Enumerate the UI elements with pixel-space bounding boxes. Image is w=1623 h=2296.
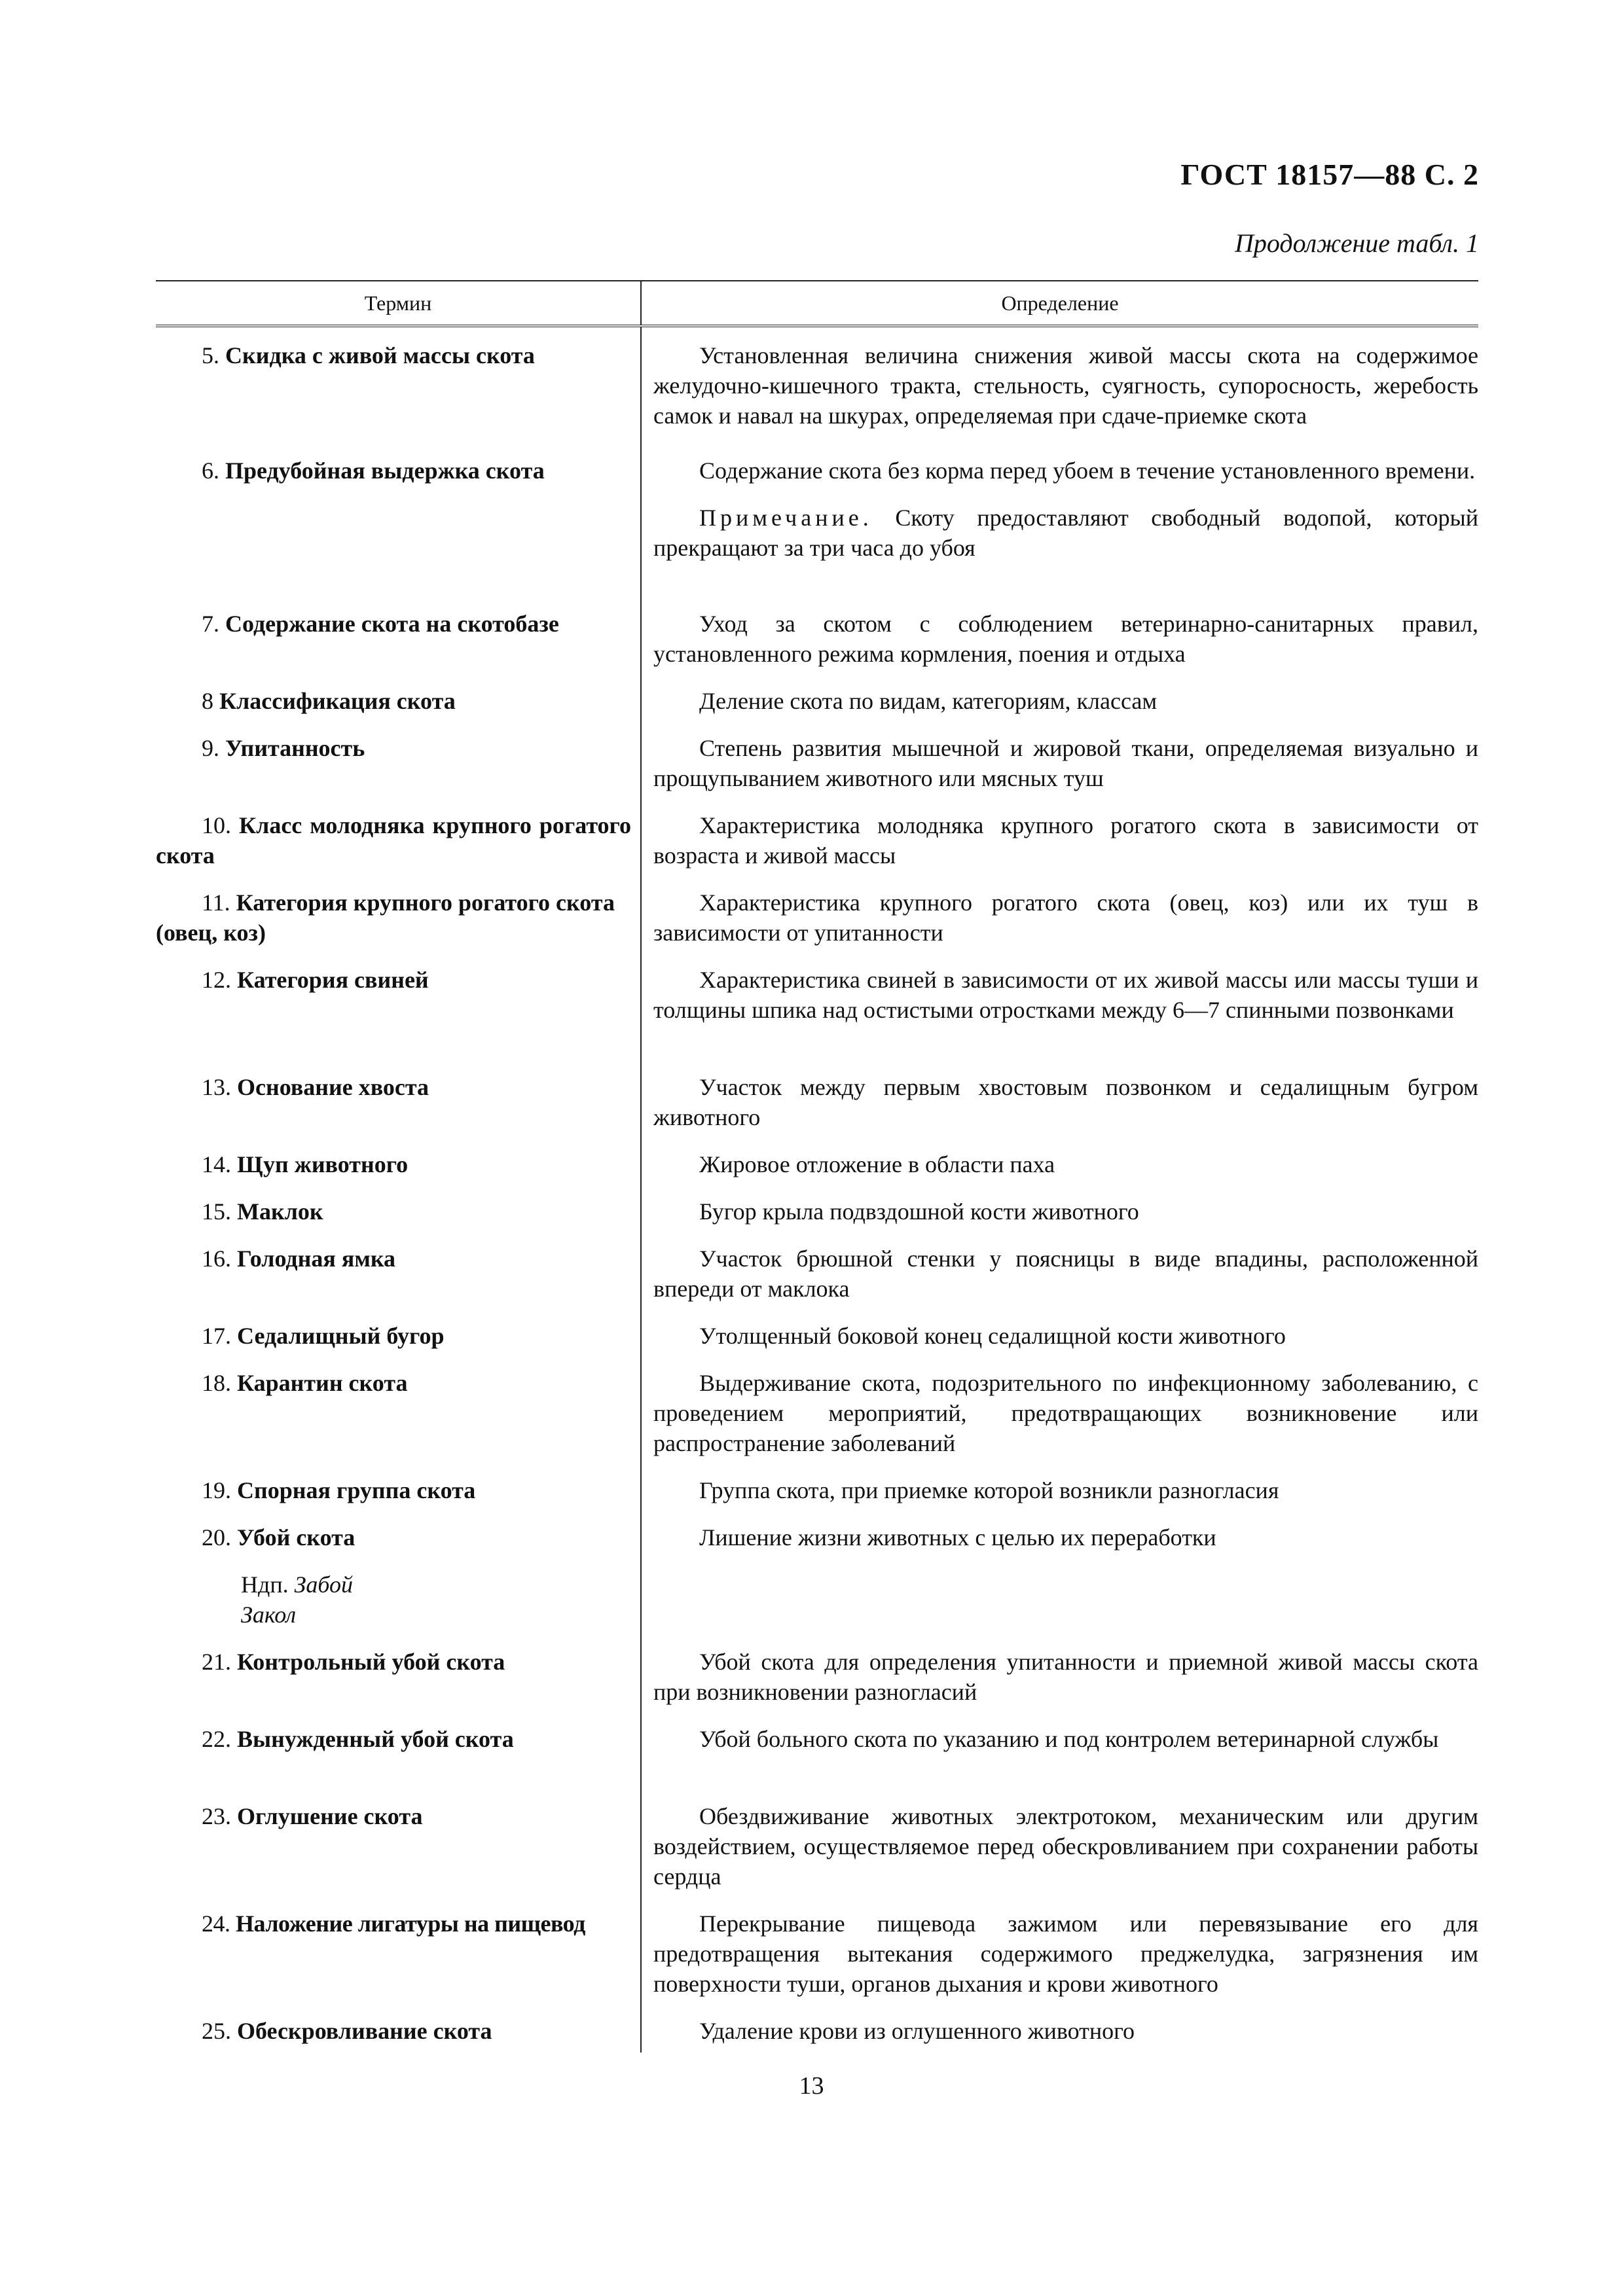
table-row bbox=[156, 442, 1478, 596]
term-name: Убой скота bbox=[237, 1524, 356, 1551]
definition-text: Выдерживание скота, подозрительного по инфекционному заболеванию, с проведением мероприятий, предотвращающих возникновение или распространение заболеваний bbox=[653, 1370, 1478, 1456]
term-number: 18. bbox=[202, 1370, 231, 1396]
table-body bbox=[156, 327, 1478, 2053]
table-row bbox=[156, 720, 1478, 797]
definition-cell bbox=[640, 1909, 1478, 2003]
term-cell bbox=[156, 2016, 640, 2053]
non-recommended-terms bbox=[156, 1570, 631, 1630]
ndp-label: Ндп. bbox=[241, 1571, 289, 1598]
table-row bbox=[156, 1230, 1478, 1308]
document-code: ГОСТ 18157—88 С. 2 bbox=[1180, 158, 1479, 191]
table-row bbox=[156, 1462, 1478, 1509]
term-number: 19. bbox=[202, 1477, 231, 1503]
definition-cell bbox=[640, 1801, 1478, 1895]
definition-cell bbox=[640, 1368, 1478, 1462]
term-cell bbox=[156, 1072, 640, 1136]
term-number: 17. bbox=[202, 1323, 231, 1349]
definition-cell bbox=[640, 965, 1478, 1059]
definition-cell bbox=[640, 1244, 1478, 1308]
column-header-definition: Определение bbox=[640, 281, 1478, 325]
term-cell bbox=[156, 733, 640, 797]
term-name: Вынужденный убой скота bbox=[237, 1726, 514, 1752]
term-cell bbox=[156, 686, 640, 720]
definition-text: Удаление крови из оглушенного животного bbox=[699, 2018, 1135, 2044]
definition-text: Характеристика свиней в зависимости от их живой массы или массы туши и толщины шпика над остистыми отростками между 6—7 спинными позвонками bbox=[653, 967, 1478, 1023]
term-name: Содержание скота на скотобазе bbox=[225, 611, 559, 637]
term-cell bbox=[156, 1475, 640, 1509]
definition-text: Перекрывание пищевода зажимом или перевязывание его для предотвращения вытекания содержимого преджелудка, загрязнения им поверхности туши, органов дыхания и крови животного bbox=[653, 1910, 1478, 1997]
terms-table bbox=[156, 280, 1478, 2053]
ndp-term: Закол bbox=[241, 1602, 297, 1628]
term-name: Категория крупного рогатого скота (овец, коз) bbox=[156, 889, 615, 946]
table-row bbox=[156, 327, 1478, 442]
term-number: 22. bbox=[202, 1726, 231, 1752]
term-name: Скидка с живой массы скота bbox=[225, 342, 535, 368]
term-cell bbox=[156, 609, 640, 673]
table-row bbox=[156, 1895, 1478, 2003]
table-row bbox=[156, 1355, 1478, 1462]
table-row bbox=[156, 874, 1478, 952]
definition-cell bbox=[640, 733, 1478, 797]
definition-cell bbox=[640, 810, 1478, 874]
term-cell bbox=[156, 1368, 640, 1462]
term-name: Класс молодняка крупного рогатого скота bbox=[156, 812, 631, 869]
definition-cell bbox=[640, 1475, 1478, 1509]
term-cell bbox=[156, 1196, 640, 1230]
term-number: 10. bbox=[202, 812, 231, 838]
term-name: Голодная ямка bbox=[237, 1246, 396, 1272]
page-number: 13 bbox=[799, 2072, 824, 2100]
definition-cell bbox=[640, 1321, 1478, 1355]
term-name: Основание хвоста bbox=[237, 1074, 429, 1100]
definition-text: Жировое отложение в области паха bbox=[699, 1151, 1055, 1177]
term-name: Упитанность bbox=[225, 735, 365, 761]
table-row bbox=[156, 673, 1478, 720]
definition-cell bbox=[640, 1647, 1478, 1711]
term-name: Спорная группа скота bbox=[237, 1477, 476, 1503]
definition-cell bbox=[640, 340, 1478, 442]
table-row bbox=[156, 797, 1478, 874]
term-cell bbox=[156, 1909, 640, 2003]
table-row bbox=[156, 1183, 1478, 1230]
term-cell bbox=[156, 888, 640, 952]
term-name: Классификация скота bbox=[219, 688, 456, 714]
table-row bbox=[156, 952, 1478, 1059]
term-cell bbox=[156, 965, 640, 1059]
term-name: Маклок bbox=[237, 1198, 323, 1225]
term-number: 14. bbox=[202, 1151, 231, 1177]
term-number: 8 bbox=[202, 688, 213, 714]
definition-text: Степень развития мышечной и жировой ткани, определяемая визуально и прощупыванием животного или мясных туш bbox=[653, 735, 1478, 791]
definition-text: Деление скота по видам, категориям, классам bbox=[699, 688, 1158, 714]
term-number: 5. bbox=[202, 342, 219, 368]
definition-text: Характеристика молодняка крупного рогатого скота в зависимости от возраста и живой массы bbox=[653, 812, 1478, 869]
term-cell bbox=[156, 810, 640, 874]
note-text: Скоту предоставляют свободный водопой, который прекращают за три часа до убоя bbox=[653, 505, 1479, 561]
term-cell bbox=[156, 1724, 640, 1788]
definition-text: Уход за скотом с соблюдением ветеринарно-санитарных правил, установленного режима кормления, поения и отдыха bbox=[653, 611, 1478, 667]
definition-cell bbox=[640, 1072, 1478, 1136]
term-number: 9. bbox=[202, 735, 219, 761]
definition-cell bbox=[640, 1724, 1478, 1788]
definition-note bbox=[653, 503, 1478, 563]
table-row bbox=[156, 1509, 1478, 1634]
term-number: 12. bbox=[202, 967, 231, 993]
ndp-term: Забой bbox=[294, 1571, 354, 1598]
definition-text: Убой скота для определения упитанности и приемной живой массы скота при возникновении разногласий bbox=[653, 1649, 1478, 1705]
definition-text: Утолщенный боковой конец седалищной кости животного bbox=[699, 1323, 1286, 1349]
definition-cell bbox=[640, 1522, 1478, 1634]
definition-cell bbox=[640, 1149, 1478, 1183]
table-row bbox=[156, 1788, 1478, 1895]
term-number: 13. bbox=[202, 1074, 231, 1100]
term-cell bbox=[156, 456, 640, 596]
table-row bbox=[156, 1711, 1478, 1788]
term-name: Оглушение скота bbox=[237, 1803, 423, 1829]
term-number: 11. bbox=[202, 889, 230, 916]
term-cell bbox=[156, 1522, 640, 1634]
term-cell bbox=[156, 1647, 640, 1711]
table-continuation-label: Продолжение табл. 1 bbox=[1234, 228, 1479, 258]
table-row bbox=[156, 1136, 1478, 1183]
definition-text: Бугор крыла подвздошной кости животного bbox=[699, 1198, 1139, 1225]
term-cell bbox=[156, 340, 640, 442]
definition-cell bbox=[640, 1196, 1478, 1230]
definition-text: Участок брюшной стенки у поясницы в виде впадины, расположенной впереди от маклока bbox=[653, 1246, 1478, 1302]
column-header-term: Термин bbox=[364, 291, 432, 315]
term-cell bbox=[156, 1149, 640, 1183]
term-cell bbox=[156, 1244, 640, 1308]
term-number: 16. bbox=[202, 1246, 231, 1272]
definition-text: Содержание скота без корма перед убоем в течение установленного времени. bbox=[699, 457, 1476, 484]
definition-cell bbox=[640, 2016, 1478, 2053]
definition-text: Установленная величина снижения живой массы скота на содержимое желудочно-кишечного тракта, стельность, суягность, супоросность, жеребость самок и навал на шкурах, определяемая при сдаче-приемке скота bbox=[653, 342, 1478, 429]
term-number: 15. bbox=[202, 1198, 231, 1225]
definition-cell bbox=[640, 686, 1478, 720]
note-label: Примечание. bbox=[699, 505, 873, 531]
definition-cell bbox=[640, 456, 1478, 596]
term-number: 24. bbox=[202, 1910, 230, 1937]
term-name: Наложение лигатуры на пищевод bbox=[236, 1910, 585, 1937]
table-row bbox=[156, 1634, 1478, 1711]
term-number: 23. bbox=[202, 1803, 231, 1829]
term-number: 25. bbox=[202, 2018, 231, 2044]
term-cell bbox=[156, 1801, 640, 1895]
definition-text: Характеристика крупного рогатого скота (овец, коз) или их туш в зависимости от упитанности bbox=[653, 889, 1478, 946]
definition-text: Обездвиживание животных электротоком, механическим или другим воздействием, осуществляемое перед обескровливанием при сохранении работы сердца bbox=[653, 1803, 1478, 1890]
term-name: Седалищный бугор bbox=[237, 1323, 445, 1349]
term-cell bbox=[156, 1321, 640, 1355]
definition-text: Лишение жизни животных с целью их переработки bbox=[699, 1524, 1216, 1551]
term-name: Категория свиней bbox=[237, 967, 429, 993]
table-row bbox=[156, 2003, 1478, 2053]
table-row bbox=[156, 1059, 1478, 1136]
term-name: Щуп животного bbox=[237, 1151, 409, 1177]
term-name: Карантин скота bbox=[237, 1370, 408, 1396]
term-number: 6. bbox=[202, 457, 219, 484]
table-header bbox=[156, 280, 1478, 327]
definition-cell bbox=[640, 888, 1478, 952]
term-name: Обескровливание скота bbox=[237, 2018, 492, 2044]
table-row bbox=[156, 1308, 1478, 1355]
table-row bbox=[156, 596, 1478, 673]
definition-text: Участок между первым хвостовым позвонком и седалищным бугром животного bbox=[653, 1074, 1478, 1130]
definition-text: Группа скота, при приемке которой возникли разногласия bbox=[699, 1477, 1279, 1503]
term-number: 21. bbox=[202, 1649, 231, 1675]
term-number: 7. bbox=[202, 611, 219, 637]
definition-cell bbox=[640, 609, 1478, 673]
term-number: 20. bbox=[202, 1524, 231, 1551]
term-name: Контрольный убой скота bbox=[237, 1649, 505, 1675]
definition-text: Убой больного скота по указанию и под контролем ветеринарной службы bbox=[699, 1726, 1439, 1752]
term-name: Предубойная выдержка скота bbox=[225, 457, 545, 484]
